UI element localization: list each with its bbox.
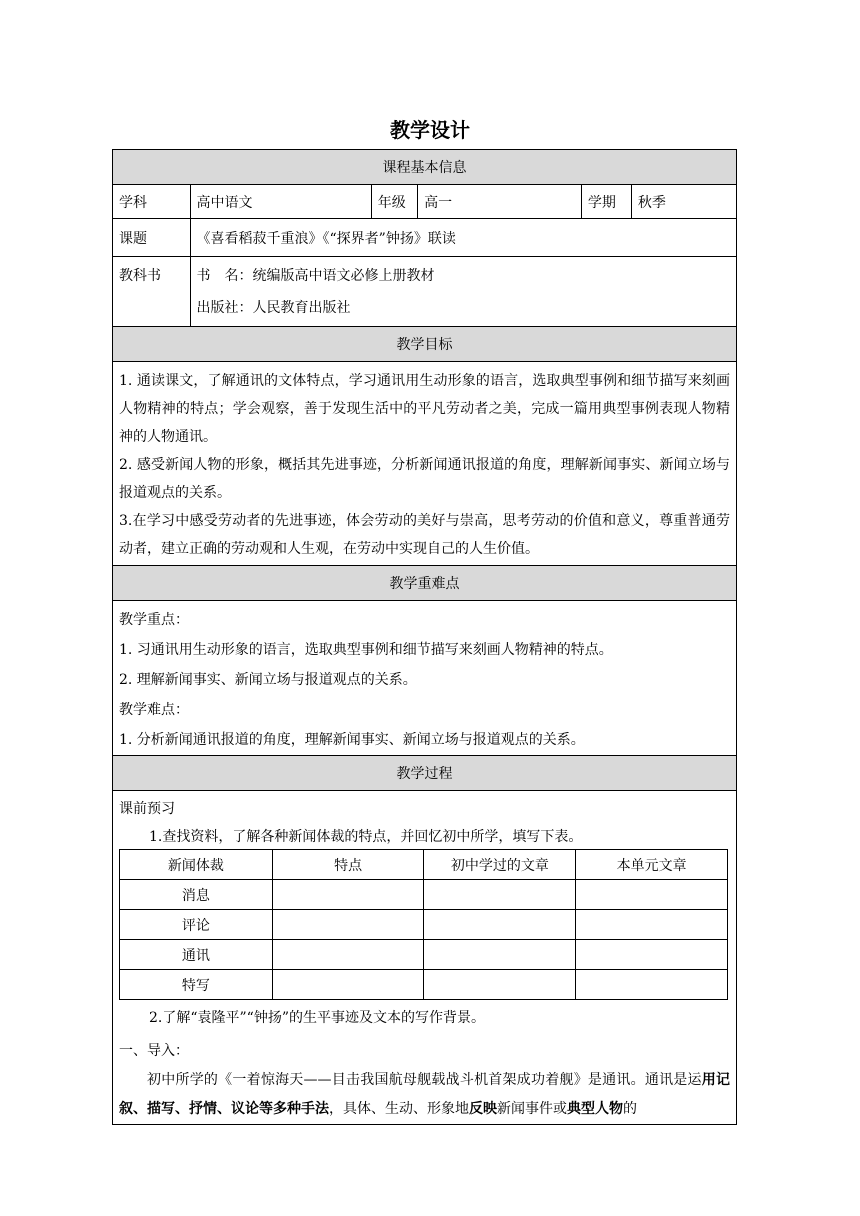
preview-label: 课前预习 xyxy=(119,801,175,817)
section-key-points: 教学重难点 xyxy=(113,566,737,601)
subject-value: 高中语文 xyxy=(190,185,371,219)
genre-news: 消息 xyxy=(120,880,273,910)
table-cell[interactable] xyxy=(272,940,424,970)
table-cell[interactable] xyxy=(272,880,424,910)
table-cell[interactable] xyxy=(576,940,728,970)
table-cell[interactable] xyxy=(424,910,576,940)
genre-table xyxy=(119,849,728,1000)
feature-header: 特点 xyxy=(272,850,424,880)
genre-commentary: 评论 xyxy=(120,910,273,940)
table-cell[interactable] xyxy=(424,880,576,910)
table-cell[interactable] xyxy=(424,970,576,1000)
table-cell[interactable] xyxy=(424,940,576,970)
table-cell[interactable] xyxy=(272,910,424,940)
publisher: 出版社：人民教育出版社 xyxy=(196,300,351,316)
junior-article-header: 初中学过的文章 xyxy=(424,850,576,880)
difficulty-item-1: 1. 分析新闻通讯报道的角度，理解新闻事实、新闻立场与报道观点的关系。 xyxy=(119,732,585,748)
grade-value: 高一 xyxy=(418,185,582,219)
preview-task-1: 1.查找资料，了解各种新闻体裁的特点，并回忆初中所学，填写下表。 xyxy=(149,829,583,845)
page-title: 教学设计 xyxy=(390,118,470,142)
focus-item-1: 1. 习通讯用生动形象的语言，选取典型事例和细节描写来刻画人物精神的特点。 xyxy=(119,642,613,658)
table-cell[interactable] xyxy=(576,880,728,910)
topic-value: 《喜看稻菽千重浪》《“探界者”钟扬》联读 xyxy=(190,219,736,257)
difficulty-label: 教学难点： xyxy=(119,702,189,718)
book-name: 书 名：统编版高中语文必修上册教材 xyxy=(196,268,435,284)
focus-label: 教学重点： xyxy=(119,612,189,628)
objective-2: 2. 感受新闻人物的形象，概括其先进事迹，分析新闻通讯报道的角度，理解新闻事实、新闻立场与报道观点的关系。 xyxy=(119,457,730,501)
focus-item-2: 2. 理解新闻事实、新闻立场与报道观点的关系。 xyxy=(119,672,417,688)
section-process: 教学过程 xyxy=(113,756,737,791)
table-cell[interactable] xyxy=(576,970,728,1000)
genre-feature: 特写 xyxy=(120,970,273,1000)
intro-paragraph: 初中所学的《一着惊海天——目击我国航母舰载战斗机首架成功着舰》是通讯。通讯是运用记叙、描写、抒情、议论等多种手法，具体、生动、形象地反映新闻事件或典型人物的 xyxy=(119,1072,731,1117)
table-cell[interactable] xyxy=(272,970,424,1000)
term-value: 秋季 xyxy=(631,185,736,219)
textbook-label: 教科书 xyxy=(113,257,191,327)
topic-label: 课题 xyxy=(113,219,191,257)
objective-3: 3.在学习中感受劳动者的先进事迹，体会劳动的美好与崇高，思考劳动的价值和意义，尊重普通劳动者，建立正确的劳动观和人生观，在劳动中实现自己的人生价值。 xyxy=(119,513,730,557)
intro-label: 一、导入： xyxy=(119,1043,189,1059)
lesson-plan-table xyxy=(112,149,737,1125)
objective-1: 1. 通读课文，了解通讯的文体特点，学习通讯用生动形象的语言，选取典型事例和细节描写来刻画人物精神的特点；学会观察，善于发现生活中的平凡劳动者之美，完成一篇用典型事例表现人物精神的人物通讯。 xyxy=(119,373,730,445)
section-objectives: 教学目标 xyxy=(113,327,737,362)
table-cell[interactable] xyxy=(576,910,728,940)
genre-correspondence: 通讯 xyxy=(120,940,273,970)
subject-label: 学科 xyxy=(113,185,191,219)
section-basic-info: 课程基本信息 xyxy=(113,150,737,185)
preview-task-2: 2.了解“袁隆平”“钟扬”的生平事迹及文本的写作背景。 xyxy=(149,1010,485,1026)
grade-label: 年级 xyxy=(371,185,417,219)
genre-header: 新闻体裁 xyxy=(120,850,273,880)
term-label: 学期 xyxy=(581,185,631,219)
unit-article-header: 本单元文章 xyxy=(576,850,728,880)
